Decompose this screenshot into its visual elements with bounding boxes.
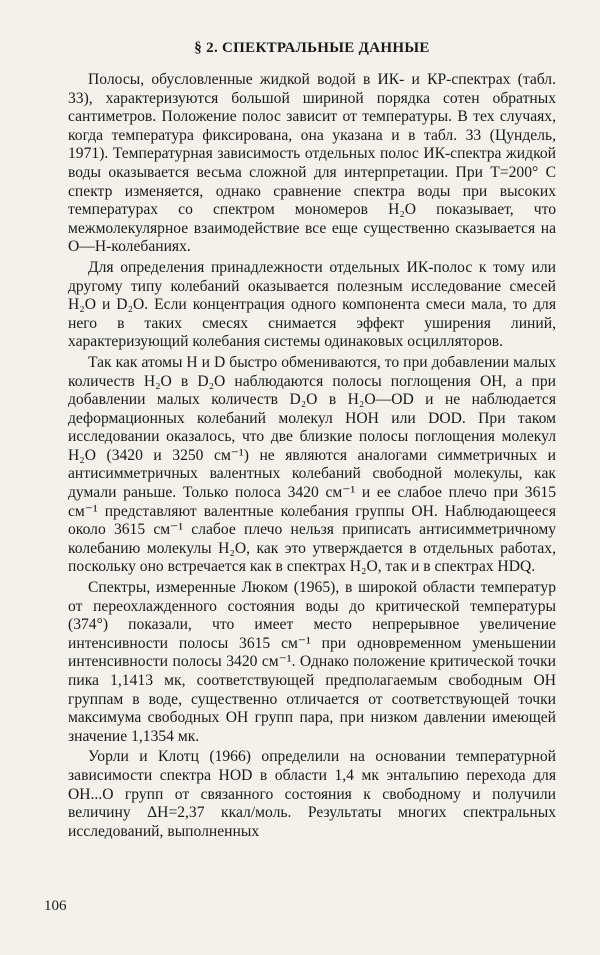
paragraph-5: Уорли и Клотц (1966) определили на основании температурной зависимости спектра HOD в области 1,4 мк энтальпию перехода для OH...O групп от связанного состояния к свободному и получили величину ΔH=2,37 ккал/моль. Результаты многих спектральных исследований, выполненных (68, 748, 556, 840)
paragraph-3: Так как атомы H и D быстро обмениваются, то при добавлении малых количеств H₂O в D₂O наблюдаются полосы поглощения OH, а при добавлении малых количеств D₂O в H₂O—OD и не наблюдается деформационных колебаний молекул HOH или DOD. При таком исследовании оказалось, что две близкие полосы поглощения молекул H₂O (3420 и 3250 см⁻¹) не являются аналогами симметричных и антисимметричных валентных колебаний свободной молекулы, как думали раньше. Только полоса 3420 см⁻¹ и ее слабое плечо при 3615 см⁻¹ представляют валентные колебания группы OH. Наблюдающееся около 3615 см⁻¹ слабое плечо нельзя приписать антисимметричному колебанию молекулы H₂O, как это утверждается в отдельных работах, поскольку оно встречается как в спектрах H₂O, так и в спектрах HDQ. (68, 353, 556, 576)
page-number: 106 (44, 898, 67, 914)
section-title: § 2. СПЕКТРАЛЬНЫЕ ДАННЫЕ (194, 40, 430, 56)
paragraph-1: Полосы, обусловленные жидкой водой в ИК- и КР-спектрах (табл. 33), характеризуются большой шириной порядка сотен обратных сантиметров. Положение полос зависит от температуры. В тех случаях, когда температура фиксирована, она указана и в табл. 33 (Цундель, 1971). Температурная зависимость отдельных полос ИК-спектра жидкой воды оказывается весьма сложной для интерпретации. При T=200° С спектр изменяется, однако сравнение спектра воды при высоких температурах со спектром мономеров H₂O показывает, что межмолекулярное взаимодействие все еще существенно сказывается на О—Н-колебаниях. (68, 71, 556, 256)
paragraph-4: Спектры, измеренные Люком (1965), в широкой области температур от переохлажденного состояния воды до критической температуры (374°) показали, что имеет место непрерывное увеличение интенсивности полосы 3615 см⁻¹ при одновременном уменьшении интенсивности полосы 3420 см⁻¹. Однако положение критической точки пика 1,1413 мк, соответствующей предполагаемым свободным OH группам в воде, существенно отличается от соответствующей точки максимума свободных OH групп пара, при низком давлении имеющей значение 1,1354 мк. (68, 579, 556, 745)
paragraph-2: Для определения принадлежности отдельных ИК-полос к тому или другому типу колебаний оказывается полезным исследование смесей H₂O и D₂O. Если концентрация одного компонента смеси мала, то для него в таких смесях снимается эффект уширения линий, характеризующий колебания системы одинаковых осцилляторов. (68, 258, 556, 351)
